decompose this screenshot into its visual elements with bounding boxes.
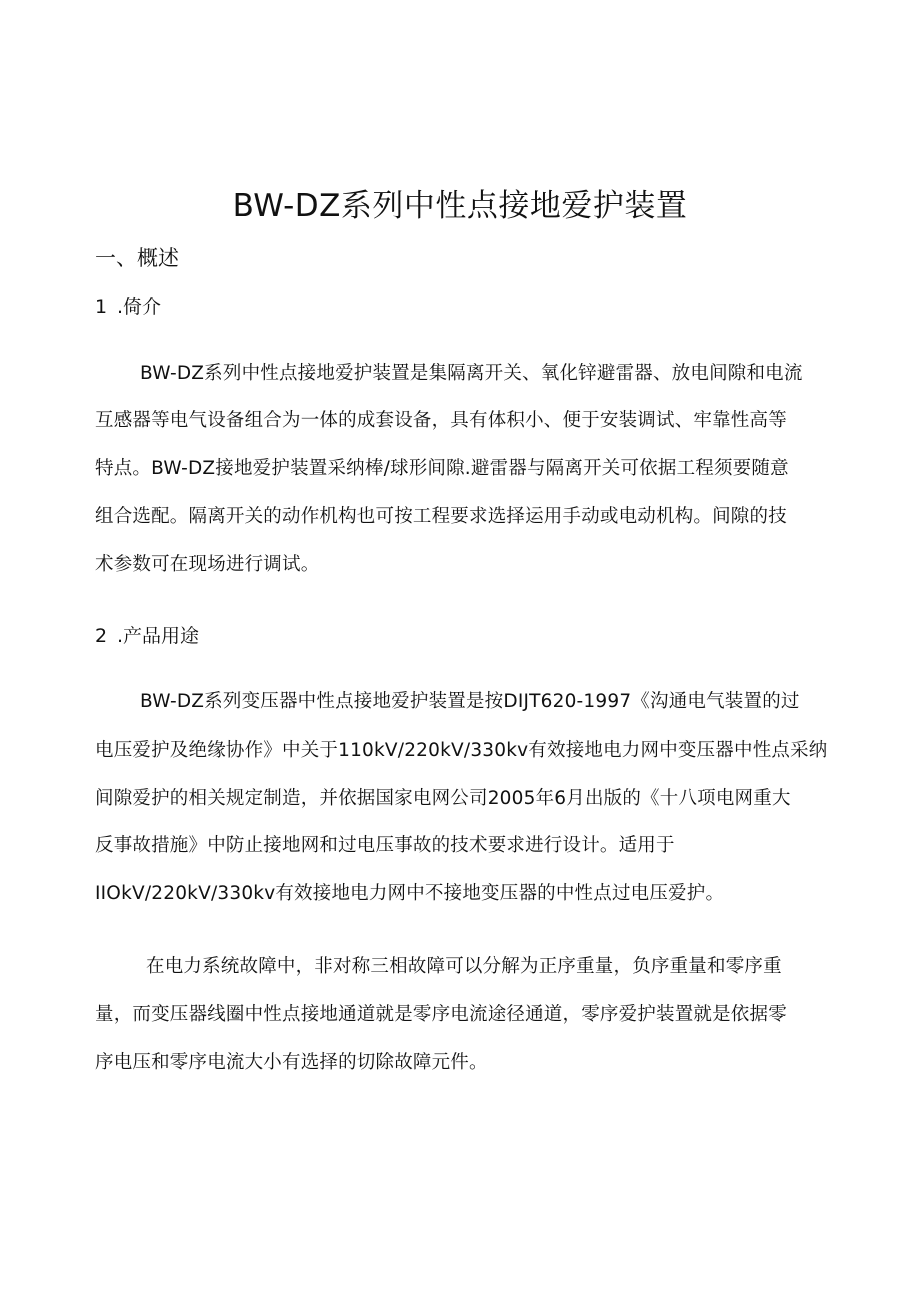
usage-paragraph-line: 间隙爱护的相关规定制造，并依据国家电网公司2005年6月出版的《十八项电网重大 [95,788,791,809]
intro-paragraph-line: 组合选配。隔离开关的动作机构也可按工程要求选择运用手动或电动机构。间隙的技 [95,506,787,527]
intro-paragraph-line: 互感器等电气设备组合为一体的成套设备，具有体积小、便于安装调试、牢靠性高等 [95,410,787,431]
usage-paragraph-line: IIOkV∕220kV∕330kv有效接地电力网中不接地变压器的中性点过电压爱护。 [95,883,725,904]
document-title: BW-DZ系列中性点接地爱护装置 [232,188,688,224]
subsection-heading-usage [95,621,199,651]
fault-paragraph-line: 量，而变压器线圈中性点接地通道就是零序电流途径通道，零序爱护装置就是依据零 [95,1004,787,1025]
subsection-label: .产品用途 [117,625,200,647]
subsection-label: .倚介 [117,296,162,318]
intro-paragraph-line: 特点。BW-DZ接地爱护装置采纳棒/球形间隙.避雷器与隔离开关可依据工程须要随意 [95,458,789,479]
usage-paragraph-line: 电压爱护及绝缘协作》中关于110kV∕220kV∕330kv有效接地电力网中变压器中性点采纳 [95,740,828,761]
intro-paragraph-line: BW-DZ系列中性点接地爱护装置是集隔离开关、氧化锌避雷器、放电间隙和电流 [140,363,803,384]
intro-paragraph-line: 术参数可在现场进行调试。 [95,554,320,575]
subsection-number: 1 [95,296,108,318]
fault-paragraph-line: 序电压和零序电流大小有选择的切除故障元件。 [95,1052,488,1073]
section-heading-overview: 一、概述 [95,246,179,270]
usage-paragraph-line: BW-DZ系列变压器中性点接地爱护装置是按DIJT620-1997《沟通电气装置的过 [140,691,800,712]
subsection-heading-intro [95,292,161,322]
subsection-number: 2 [95,625,108,647]
usage-paragraph-line: 反事故措施》中防止接地网和过电压事故的技术要求进行设计。适用于 [95,835,675,856]
fault-paragraph-line: 在电力系统故障中，非对称三相故障可以分解为正序重量，负序重量和零序重 [146,956,782,977]
